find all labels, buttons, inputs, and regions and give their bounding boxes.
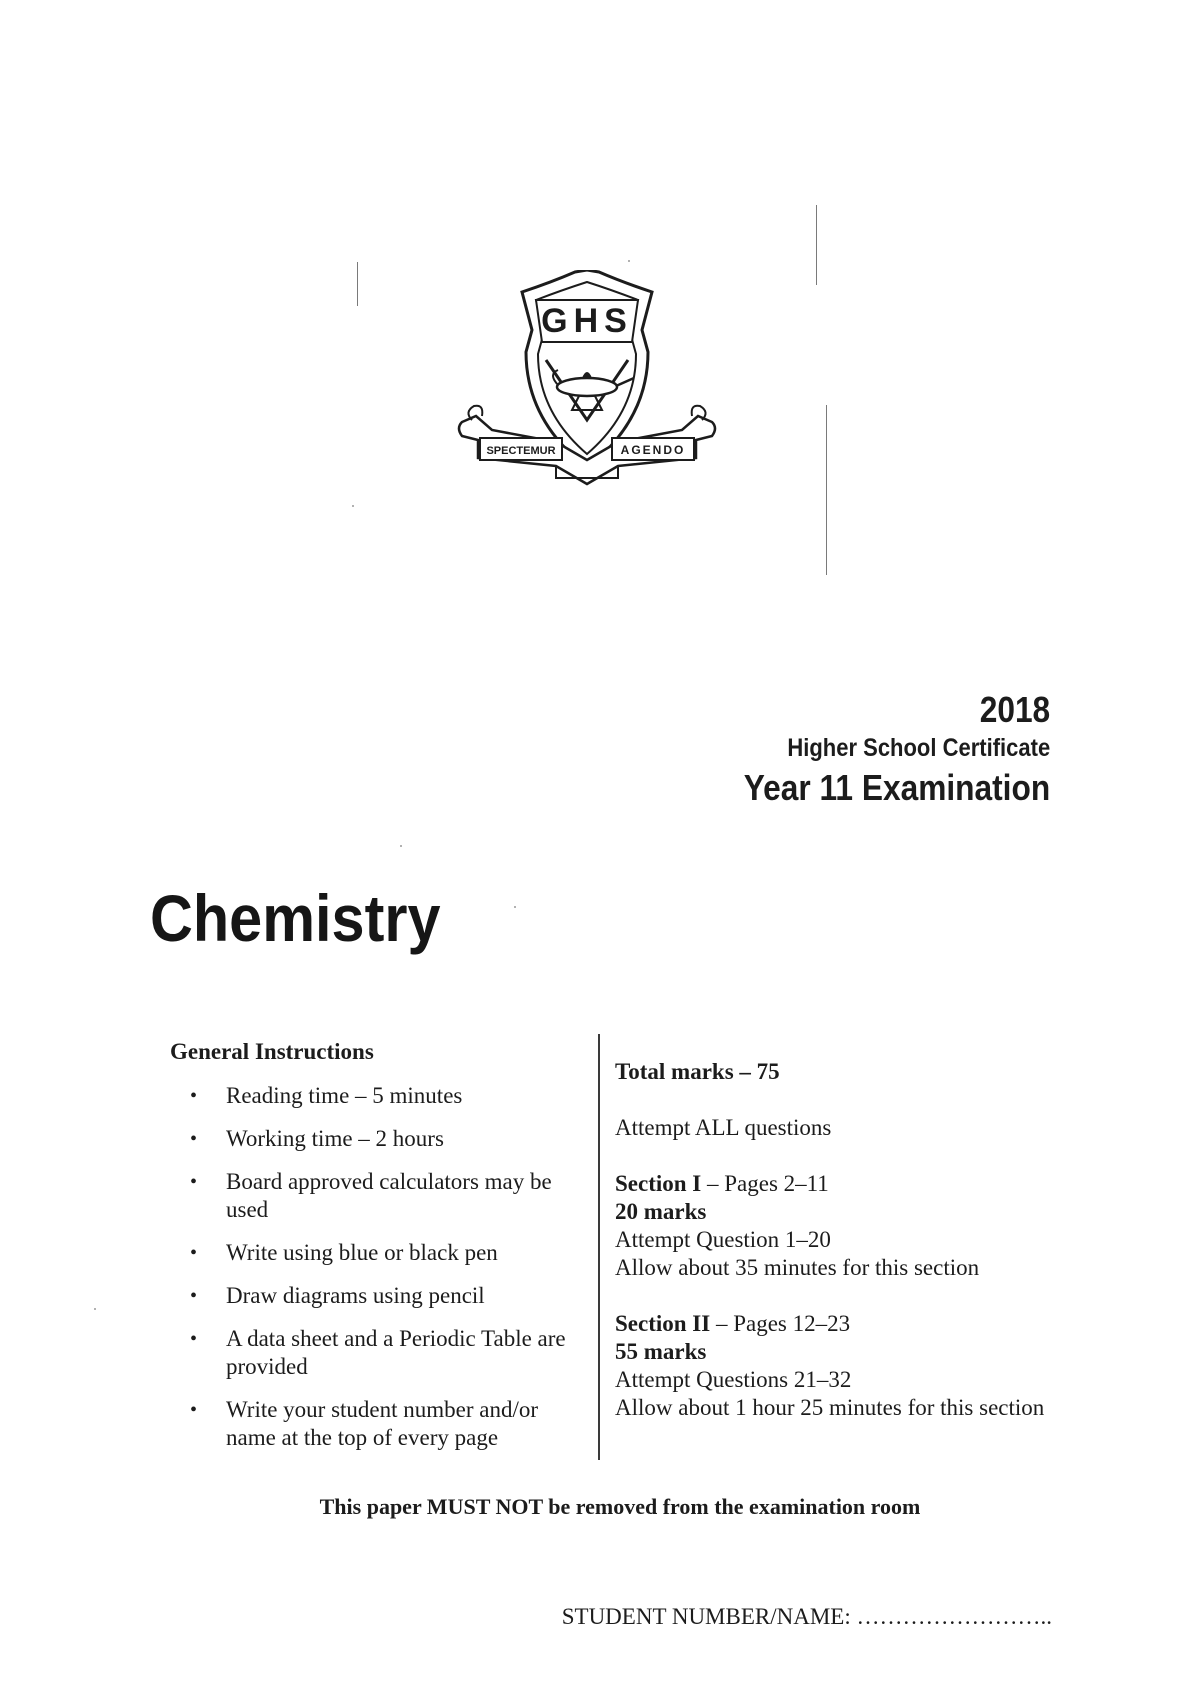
scan-speck (628, 260, 630, 262)
section-1-marks: 20 marks (615, 1199, 707, 1224)
section-2 (615, 1310, 1095, 1422)
school-crest (452, 270, 722, 505)
section-1-title: Section I (615, 1171, 702, 1196)
bullet-icon: • (190, 1399, 198, 1421)
exam-year: 2018 (979, 689, 1050, 730)
scan-mark (816, 205, 817, 285)
instruction-item (170, 1082, 590, 1110)
bullet-icon: • (190, 1242, 198, 1264)
bullet-icon: • (190, 1085, 198, 1107)
instruction-item (170, 1325, 590, 1381)
instruction-text: Reading time – 5 minutes (226, 1083, 463, 1108)
scan-mark (826, 405, 827, 575)
column-divider (598, 1034, 600, 1460)
scan-speck (352, 505, 354, 507)
instruction-item (170, 1168, 590, 1224)
instruction-item (170, 1125, 590, 1153)
scan-mark (357, 262, 358, 306)
instruction-text: A data sheet and a Periodic Table are provided (226, 1326, 566, 1379)
total-marks-block (615, 1058, 1095, 1086)
instruction-text: Working time – 2 hours (226, 1126, 444, 1151)
scan-speck (400, 845, 402, 847)
instruction-item (170, 1396, 590, 1452)
section-1-time: Allow about 35 minutes for this section (615, 1255, 980, 1280)
general-instructions (170, 1038, 590, 1467)
bullet-icon: • (190, 1171, 198, 1193)
section-2-time: Allow about 1 hour 25 minutes for this section (615, 1395, 1045, 1420)
exam-heading (702, 690, 1050, 810)
attempt-all: Attempt ALL questions (615, 1115, 832, 1140)
crest-motto-right: AGENDO (620, 443, 686, 457)
instructions-list (170, 1082, 590, 1452)
instruction-text: Write using blue or black pen (226, 1240, 498, 1265)
instruction-item (170, 1282, 590, 1310)
bullet-icon: • (190, 1285, 198, 1307)
section-2-pages: – Pages 12–23 (710, 1311, 851, 1336)
section-2-attempt: Attempt Questions 21–32 (615, 1367, 852, 1392)
section-2-title: Section II (615, 1311, 711, 1336)
section-1-attempt: Attempt Question 1–20 (615, 1227, 831, 1252)
scan-speck (94, 1308, 96, 1310)
crest-icon (452, 270, 722, 505)
instruction-text: Draw diagrams using pencil (226, 1283, 485, 1308)
instruction-item (170, 1239, 590, 1267)
exam-title: Year 11 Examination (743, 767, 1050, 808)
crest-letters: GHS (541, 302, 633, 340)
subject-title: Chemistry (150, 881, 441, 955)
section-1 (615, 1170, 1095, 1282)
attempt-all-block (615, 1114, 1095, 1142)
instructions-heading: General Instructions (170, 1039, 374, 1064)
marks-summary (615, 1058, 1095, 1450)
bullet-icon: • (190, 1328, 198, 1350)
instruction-text: Board approved calculators may be used (226, 1169, 552, 1222)
crest-motto-left: SPECTEMUR (486, 445, 556, 457)
scan-speck (514, 906, 516, 908)
bullet-icon: • (190, 1128, 198, 1150)
instruction-text: Write your student number and/or name at the top of every page (226, 1397, 539, 1450)
section-1-pages: – Pages 2–11 (701, 1171, 829, 1196)
total-marks: Total marks – 75 (615, 1059, 780, 1084)
student-number-field: STUDENT NUMBER/NAME: …………………….. (561, 1604, 1052, 1629)
section-2-marks: 55 marks (615, 1339, 707, 1364)
certificate-name: Higher School Certificate (787, 734, 1050, 762)
removal-notice: This paper MUST NOT be removed from the examination room (319, 1494, 921, 1519)
